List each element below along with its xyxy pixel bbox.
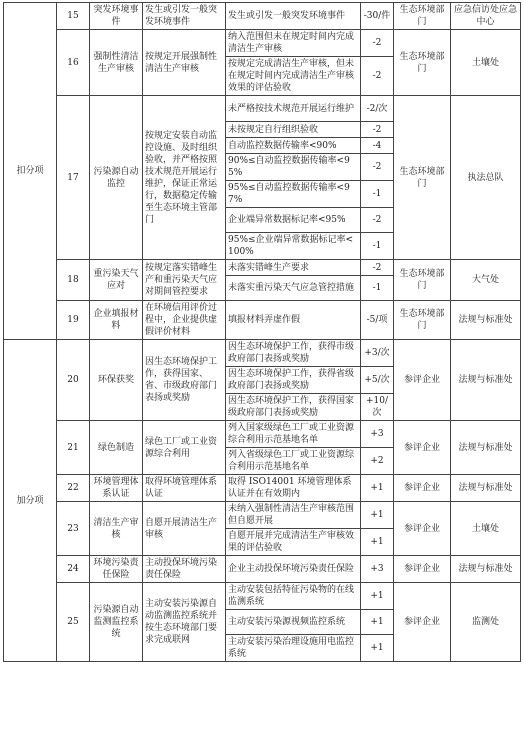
sub-criterion: 主动安装包括特征污染物的在线监测系统	[226, 583, 361, 610]
sub-criterion: 主动安装污染治理设施用电监控系统	[226, 635, 361, 662]
score-value: +3	[361, 556, 394, 583]
table-row	[4, 340, 521, 367]
score-value: +1	[361, 529, 394, 556]
item-name: 绿色制造	[90, 421, 143, 475]
sub-criterion: 90%≤自动监控数据传输率<95%	[226, 154, 361, 181]
source-department: 参评企业	[394, 340, 451, 421]
item-name: 环境污染责任保险	[90, 556, 143, 583]
evaluation-standard: 因生态环境保护工作，获得国家、省、市级政府部门表扬或奖励	[143, 340, 226, 421]
sub-criterion: 填报材料弄虚作假	[226, 301, 361, 340]
score-value: +1	[361, 635, 394, 662]
source-department: 参评企业	[394, 475, 451, 502]
item-name: 环境管理体系认证	[90, 475, 143, 502]
item-name: 重污染天气应对	[90, 260, 143, 301]
evaluation-standard: 按规定落实错峰生产和重污染天气应对期间管控要求	[143, 260, 226, 301]
responsible-unit: 土壤处	[451, 502, 521, 556]
score-value: -1	[361, 276, 394, 301]
score-value: +3/次	[361, 340, 394, 367]
source-department: 参评企业	[394, 502, 451, 556]
score-value: +2	[361, 448, 394, 475]
table-row	[4, 301, 521, 340]
responsible-unit: 法规与标准处	[451, 340, 521, 421]
sub-criterion: 未落实重污染天气应急管控措施	[226, 276, 361, 301]
score-value: -2	[361, 208, 394, 233]
table-row	[4, 260, 521, 276]
sub-criterion: 企业主动投保环境污染责任保险	[226, 556, 361, 583]
evaluation-standard: 发生或引发一般突发环境事件	[143, 3, 226, 30]
sub-criterion: 未按规定自行组织验收	[226, 122, 361, 138]
sub-criterion: 自愿开展并完成清洁生产审核效果的评估验收	[226, 529, 361, 556]
responsible-unit: 执法总队	[451, 96, 521, 260]
source-department: 生态环境部门	[394, 30, 451, 96]
score-value: +1	[361, 610, 394, 635]
source-department: 生态环境部门	[394, 260, 451, 301]
item-number: 24	[57, 556, 90, 583]
item-number: 18	[57, 260, 90, 301]
sub-criterion: 95%≤自动监控数据传输率<97%	[226, 181, 361, 208]
evaluation-standard: 绿色工厂或工业资源综合利用	[143, 421, 226, 475]
item-name: 强制性清洁生产审核	[90, 30, 143, 96]
score-value: +3	[361, 421, 394, 448]
evaluation-standard: 主动安装污染源自动监测监控系统并按生态环境部门要求完成联网	[143, 583, 226, 662]
responsible-unit: 法规与标准处	[451, 475, 521, 502]
category-cell: 加分项	[4, 340, 57, 662]
item-name: 环保获奖	[90, 340, 143, 421]
table-body	[4, 3, 521, 662]
source-department: 生态环境部门	[394, 3, 451, 30]
score-value: +10/次	[361, 394, 394, 421]
score-value: -2	[361, 260, 394, 276]
sub-criterion: 取得 ISO14001 环境管理体系认证并在有效期内	[226, 475, 361, 502]
table-row	[4, 30, 521, 57]
score-value: -1	[361, 233, 394, 260]
source-department: 生态环境部门	[394, 301, 451, 340]
item-name: 污染源自动监控	[90, 96, 143, 260]
item-number: 21	[57, 421, 90, 475]
score-value: -2	[361, 122, 394, 138]
responsible-unit: 土壤处	[451, 30, 521, 96]
evaluation-standard: 在环境信用评价过程中，企业提供虚假评价材料	[143, 301, 226, 340]
sub-criterion: 纳入范围但未在规定时间内完成清洁生产审核	[226, 30, 361, 57]
score-value: +1	[361, 502, 394, 529]
item-number: 20	[57, 340, 90, 421]
sub-criterion: 列入省级绿色工厂或工业资源综合利用示范基地名单	[226, 448, 361, 475]
item-number: 25	[57, 583, 90, 662]
item-name: 突发环境事件	[90, 3, 143, 30]
table-row	[4, 475, 521, 502]
category-cell: 扣分项	[4, 3, 57, 340]
sub-criterion: 列入国家级绿色工厂或工业资源综合利用示范基地名单	[226, 421, 361, 448]
source-department: 生态环境部门	[394, 96, 451, 260]
evaluation-standard: 自愿开展清洁生产审核	[143, 502, 226, 556]
sub-criterion: 按规定完成清洁生产审核，但未在规定时间内完成清洁生产审核效果的评估验收	[226, 57, 361, 96]
evaluation-standard: 取得环境管理体系认证	[143, 475, 226, 502]
item-number: 16	[57, 30, 90, 96]
score-value: -30/件	[361, 3, 394, 30]
score-value: -5/项	[361, 301, 394, 340]
sub-criterion: 95%≤企业端异常数据标记率<100%	[226, 233, 361, 260]
source-department: 参评企业	[394, 421, 451, 475]
table-row	[4, 502, 521, 529]
evaluation-standard: 主动投保环境污染责任保险	[143, 556, 226, 583]
responsible-unit: 法规与标准处	[451, 556, 521, 583]
evaluation-standard: 按规定安装自动监控设施、及时组织验收，并严格按照技术规范开展运行维护，保证正常运行，数据稳定传输至生态环境主管部门	[143, 96, 226, 260]
table-row	[4, 421, 521, 448]
evaluation-standard: 按规定开展强制性清洁生产审核	[143, 30, 226, 96]
score-value: -1	[361, 181, 394, 208]
sub-criterion: 企业端异常数据标记率<95%	[226, 208, 361, 233]
source-department: 参评企业	[394, 556, 451, 583]
score-value: +1	[361, 475, 394, 502]
item-number: 22	[57, 475, 90, 502]
item-name: 清洁生产审核	[90, 502, 143, 556]
score-value: -2/次	[361, 96, 394, 122]
item-name: 污染源自动监测监控系统	[90, 583, 143, 662]
table-row	[4, 96, 521, 122]
sub-criterion: 自动监控数据传输率<90%	[226, 138, 361, 154]
item-number: 17	[57, 96, 90, 260]
credit-evaluation-table	[3, 2, 521, 662]
sub-criterion: 未严格按技术规范开展运行维护	[226, 96, 361, 122]
sub-criterion: 未纳入强制性清洁生产审核范围但自愿开展	[226, 502, 361, 529]
item-number: 19	[57, 301, 90, 340]
sub-criterion: 因生态环境保护工作，获得省级政府部门表扬或奖励	[226, 367, 361, 394]
score-value: +5/次	[361, 367, 394, 394]
score-value: -2	[361, 154, 394, 181]
sub-criterion: 主动安装污染源视频监控系统	[226, 610, 361, 635]
sub-criterion: 未落实错峰生产要求	[226, 260, 361, 276]
sub-criterion: 因生态环境保护工作，获得国家级政府部门表扬或奖励	[226, 394, 361, 421]
responsible-unit: 应急信访处应急中心	[451, 3, 521, 30]
score-value: -2	[361, 30, 394, 57]
table-row	[4, 3, 521, 30]
sub-criterion: 因生态环境保护工作，获得市级政府部门表扬或奖励	[226, 340, 361, 367]
item-number: 15	[57, 3, 90, 30]
item-name: 企业填报材料	[90, 301, 143, 340]
responsible-unit: 法规与标准处	[451, 301, 521, 340]
score-value: -2	[361, 57, 394, 96]
responsible-unit: 大气处	[451, 260, 521, 301]
score-value: +1	[361, 583, 394, 610]
item-number: 23	[57, 502, 90, 556]
sub-criterion: 发生或引发一般突发环境事件	[226, 3, 361, 30]
table-row	[4, 583, 521, 610]
score-value: -4	[361, 138, 394, 154]
responsible-unit: 法规与标准处	[451, 421, 521, 475]
table-row	[4, 556, 521, 583]
source-department: 参评企业	[394, 583, 451, 662]
responsible-unit: 监测处	[451, 583, 521, 662]
